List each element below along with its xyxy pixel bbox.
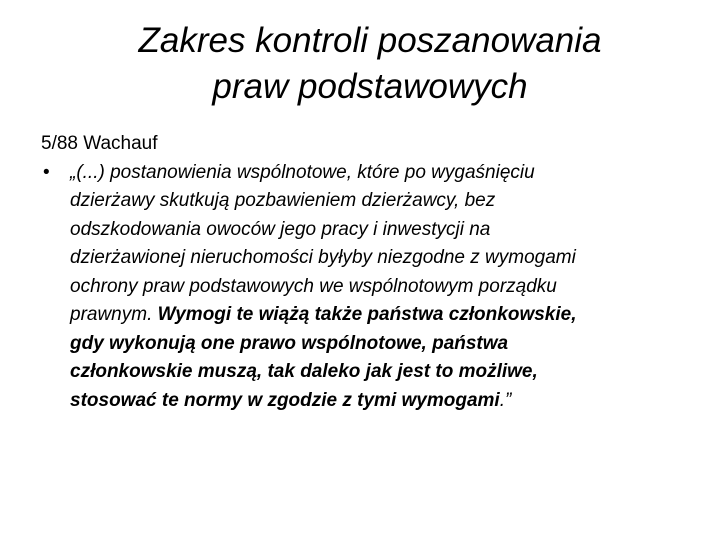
title-line-2: praw podstawowych bbox=[212, 67, 528, 106]
quote-line-bold: Wymogi te wiążą także państwa członkowskie, bbox=[157, 304, 577, 325]
quote-line: ochrony praw podstawowych we wspólnotowym porządku bbox=[70, 275, 557, 297]
quote-line-regular: prawnym. bbox=[70, 304, 158, 325]
slide-body bbox=[41, 130, 661, 415]
quote-text bbox=[70, 159, 661, 416]
quote-line: „(...) postanowienia wspólnotowe, które po wygaśnięciu bbox=[70, 161, 535, 183]
quote-line: odszkodowania owoców jego pracy i inwestycji na bbox=[70, 218, 491, 240]
quote-line-bold-text: członkowskie muszą, tak daleko jak jest to możliwe, bbox=[70, 361, 538, 382]
quote-bullet bbox=[41, 159, 661, 416]
quote-closing: .” bbox=[499, 389, 512, 411]
quote-line-bold bbox=[70, 358, 661, 387]
title-line-1: Zakres kontroli poszanowania bbox=[138, 21, 602, 60]
quote-line: dzierżawionej nieruchomości byłyby niezgodne z wymogami bbox=[70, 247, 576, 268]
slide-title bbox=[40, 18, 700, 110]
quote-line-bold-text: stosować te normy w zgodzie z tymi wymogami bbox=[70, 389, 500, 411]
quote-line-bold bbox=[70, 330, 661, 359]
quote-line-mixed bbox=[70, 301, 661, 330]
bullet-icon: • bbox=[43, 161, 50, 183]
quote-line-final bbox=[70, 387, 661, 416]
quote-line-bold-text: gdy wykonują one prawo wspólnotowe, państwa bbox=[70, 332, 509, 354]
case-reference: 5/88 Wachauf bbox=[41, 133, 158, 154]
quote-line: dzierżawy skutkują pozbawieniem dzierżawcy, bez bbox=[70, 190, 496, 211]
